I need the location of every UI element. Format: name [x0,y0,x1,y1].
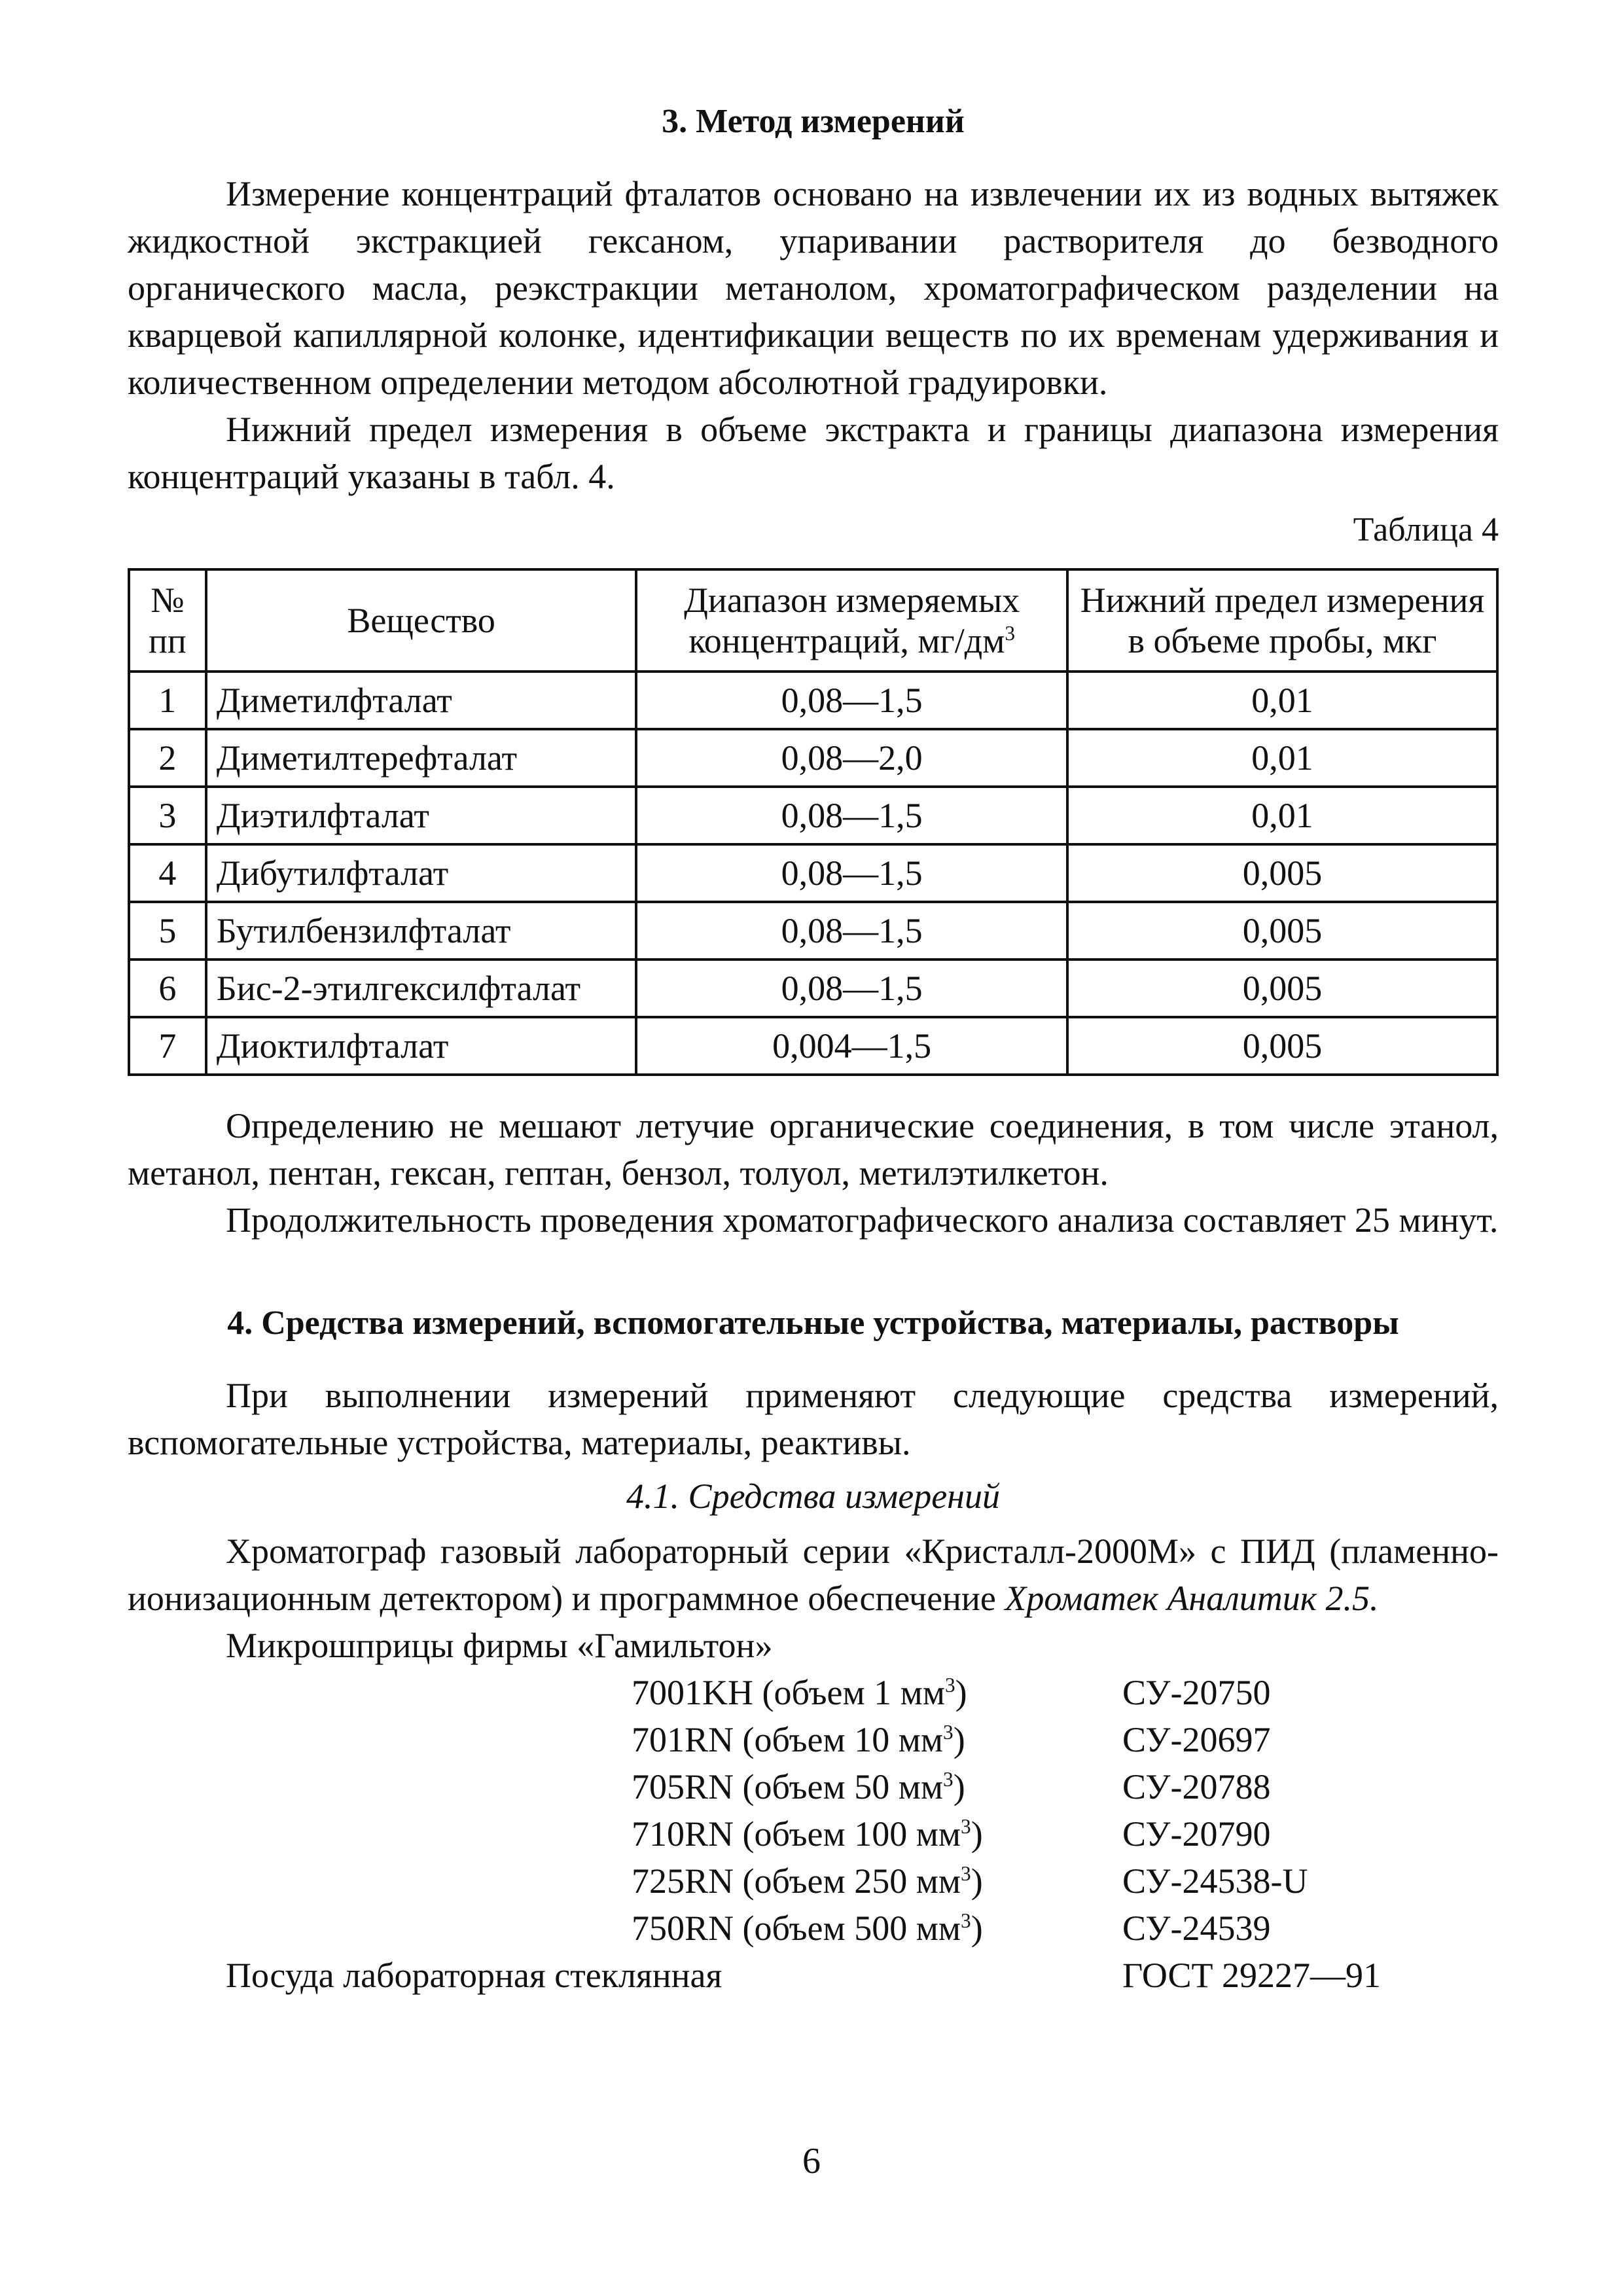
table-row [129,729,1497,787]
table-row [129,1017,1497,1075]
list-item [128,1952,1499,1999]
section4-intro: При выполнении измерений применяют следующие средства измерений, вспомогательные устройства, материалы, реактивы. [128,1376,1499,1462]
syringe-model [632,1716,1122,1763]
cell-range: 0,08—1,5 [636,902,1067,960]
table-header-row [129,569,1497,672]
syringe-code: СУ-24539 [1122,1909,1271,1948]
cell-limit: 0,005 [1067,960,1497,1017]
header-limit: Нижний предел измерения в объеме пробы, мкг [1067,569,1497,672]
cell-num: 1 [129,672,206,729]
syringes-title: Микрошприцы фирмы «Гамильтон» [226,1626,773,1665]
syringe-model-text: 701RN (объем 10 мм [632,1720,944,1759]
syringe-model-close: ) [955,1673,967,1712]
syringe-model-sup: 3 [945,1674,955,1696]
syringe-code: СУ-24538-U [1122,1861,1308,1901]
syringe-model [632,1763,1122,1810]
table-row [129,960,1497,1017]
table-row [129,672,1497,729]
header-range-sup: 3 [1005,622,1016,645]
table-row [129,902,1497,960]
cell-limit: 0,01 [1067,672,1497,729]
page-number: 6 [802,2141,821,2181]
section3-paragraph-4: Продолжительность проведения хроматографического анализа составляет 25 минут. [226,1200,1499,1240]
syringe-model [632,1905,1122,1952]
cell-substance: Дибутилфталат [206,844,637,902]
cell-range: 0,08—2,0 [636,729,1067,787]
cell-num: 2 [129,729,206,787]
syringe-model-sup: 3 [961,1862,971,1885]
cell-limit: 0,01 [1067,729,1497,787]
cell-num: 6 [129,960,206,1017]
syringe-model-sup: 3 [943,1721,954,1744]
glassware-standard: ГОСТ 29227—91 [1122,1956,1382,1995]
syringe-model-sup: 3 [961,1909,971,1932]
cell-limit: 0,005 [1067,844,1497,902]
cell-substance: Бис-2-этилгексилфталат [206,960,637,1017]
cell-limit: 0,005 [1067,1017,1497,1075]
list-item [128,1810,1499,1857]
cell-num: 4 [129,844,206,902]
header-range [636,569,1067,672]
chromatograph-software: Хроматек Аналитик 2.5. [1005,1579,1379,1618]
cell-range: 0,08—1,5 [636,672,1067,729]
cell-num: 7 [129,1017,206,1075]
syringe-model-close: ) [953,1720,965,1759]
section3-paragraph-2: Нижний предел измерения в объеме экстракта и границы диапазона измерения концентраций указаны в табл. 4. [128,410,1499,496]
syringe-model-close: ) [953,1767,965,1806]
header-substance: Вещество [206,569,637,672]
chromatograph-paragraph [128,1528,1499,1622]
syringe-model [632,1669,1122,1716]
syringe-model-text: 750RN (объем 500 мм [632,1909,961,1948]
cell-range: 0,08—1,5 [636,787,1067,844]
syringe-model-text: 710RN (объем 100 мм [632,1814,961,1854]
syringe-model-close: ) [971,1814,983,1854]
glassware-name: Посуда лабораторная стеклянная [226,1956,722,1995]
cell-num: 5 [129,902,206,960]
table-row [129,787,1497,844]
list-item [128,1669,1499,1716]
cell-range: 0,08—1,5 [636,844,1067,902]
syringe-model-text: 7001KH (объем 1 мм [632,1673,946,1712]
list-item [128,1857,1499,1905]
syringe-code: СУ-20697 [1122,1720,1271,1759]
syringes-list [128,1622,1499,1999]
header-num: № пп [129,569,206,672]
section3-paragraph-3: Определению не мешают летучие органические соединения, в том числе этанол, метанол, пентан, гексан, гептан, бензол, толуол, метилэтилкетон. [128,1106,1499,1193]
header-range-text: Диапазон измеряемых концентраций, мг/дм [684,581,1020,660]
cell-num: 3 [129,787,206,844]
syringe-model-text: 705RN (объем 50 мм [632,1767,944,1806]
section3-title: 3. Метод измерений [662,103,965,140]
syringe-model [632,1857,1122,1905]
cell-limit: 0,01 [1067,787,1497,844]
page-content [128,98,1499,1999]
syringe-code: СУ-20790 [1122,1814,1271,1854]
table-row [129,844,1497,902]
cell-range: 0,08—1,5 [636,960,1067,1017]
list-item [128,1905,1499,1952]
syringe-model-text: 725RN (объем 250 мм [632,1861,961,1901]
syringe-code: СУ-20750 [1122,1673,1271,1712]
syringe-model [632,1810,1122,1857]
section4-title: 4. Средства измерений, вспомогательные устройства, материалы, растворы [227,1304,1399,1342]
cell-substance: Диметилтерефталат [206,729,637,787]
cell-substance: Диметилфталат [206,672,637,729]
subsection-title: 4.1. Средства измерений [626,1477,1000,1516]
section3-paragraph-1: Измерение концентраций фталатов основано на извлечении их из водных вытяжек жидкостной экстракцией гексаном, упаривании растворителя до безводного органического масла, реэкстракции метанолом, хроматографическом разделении на кварцевой капиллярной колонке, идентификации веществ по их временам удерживания и количественном определении методом абсолютной градуировки. [128,174,1499,402]
syringe-model-sup: 3 [961,1815,971,1838]
cell-range: 0,004—1,5 [636,1017,1067,1075]
cell-substance: Бутилбензилфталат [206,902,637,960]
cell-substance: Диоктилфталат [206,1017,637,1075]
syringe-model-close: ) [971,1909,983,1948]
list-item [128,1716,1499,1763]
chromatograph-text: Хроматограф газовый лабораторный серии «Кристалл-2000М» с ПИД (пламенно-ионизационным детектором) и программное обеспечение [128,1532,1499,1618]
syringe-model-close: ) [971,1861,983,1901]
list-item [128,1763,1499,1810]
phthalates-table [128,568,1499,1076]
cell-limit: 0,005 [1067,902,1497,960]
syringe-code: СУ-20788 [1122,1767,1271,1806]
table-caption: Таблица 4 [1353,511,1499,548]
syringe-model-sup: 3 [943,1768,954,1791]
cell-substance: Диэтилфталат [206,787,637,844]
